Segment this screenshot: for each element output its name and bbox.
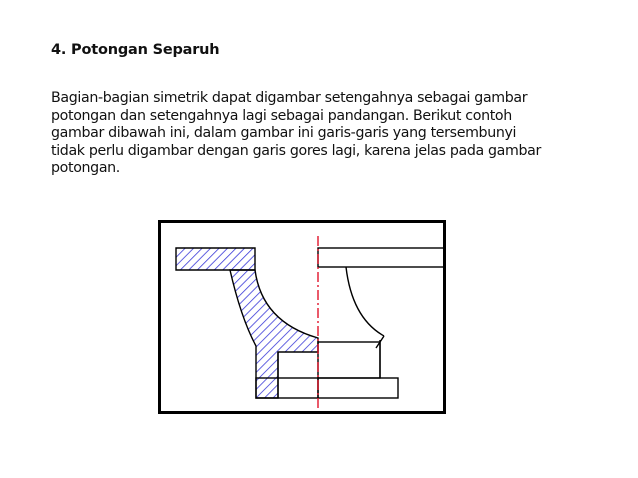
paragraph-line-1: Bagian-bagian simetrik dapat digambar setengahnya sebagai gambar	[51, 90, 528, 106]
paragraph-line-4: tidak perlu digambar dengan garis gores lagi, karena jelas pada gambar	[51, 142, 541, 159]
view-top-flange	[318, 248, 446, 267]
half-section-drawing-frame	[158, 220, 446, 414]
paragraph-line-2: potongan dan setengahnya lagi sebagai pandangan. Berikut contoh	[51, 107, 512, 124]
body-paragraph	[51, 90, 611, 178]
section-bowl-wall	[230, 270, 318, 398]
view-bowl-curve	[346, 267, 384, 336]
section-top-flange	[176, 248, 255, 270]
view-neck-body	[318, 342, 380, 378]
paragraph-line-3: gambar dibawah ini, dalam gambar ini garis-garis yang tersembunyi	[51, 125, 517, 142]
section-heading: 4. Potongan Separuh	[51, 42, 220, 58]
paragraph-line-5: potongan.	[51, 160, 120, 177]
view-base-flange	[318, 378, 398, 398]
half-section-drawing	[158, 220, 446, 414]
